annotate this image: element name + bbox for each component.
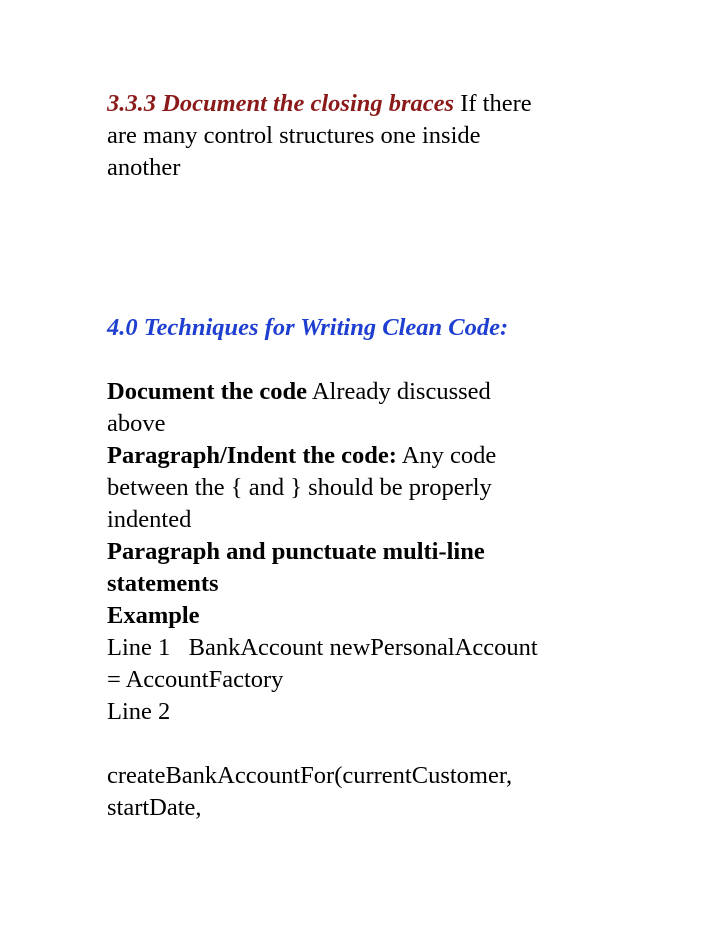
paragraph-indent-label: Paragraph/Indent the code: xyxy=(107,442,397,469)
section-3-3-3-text-line-2: are many control structures one inside xyxy=(107,122,481,149)
paragraph-indent-line-2: between the { and } should be properly xyxy=(107,474,492,501)
example-label: Example xyxy=(107,602,200,629)
paragraph-punctuate-line-1: Paragraph and punctuate multi-line xyxy=(107,538,485,565)
document-the-code-text: Already discussed xyxy=(307,378,491,405)
spacer xyxy=(107,184,707,312)
document-the-code-line-1 xyxy=(107,376,707,408)
document-page xyxy=(107,88,707,824)
section-3-3-3 xyxy=(107,88,707,184)
spacer xyxy=(107,728,707,760)
document-the-code-paragraph xyxy=(107,376,707,440)
example-line-1-cont: = AccountFactory xyxy=(107,666,284,693)
paragraph-punctuate-line-2: statements xyxy=(107,570,219,597)
paragraph-indent-line-3: indented xyxy=(107,506,192,533)
spacer xyxy=(107,344,707,376)
example-line-2-code-cont: startDate, xyxy=(107,794,202,821)
section-3-3-3-text-start: If there xyxy=(454,90,532,117)
paragraph-indent-line-1 xyxy=(107,440,707,472)
document-the-code-line-2: above xyxy=(107,410,166,437)
example-line-1: Line 1 BankAccount newPersonalAccount xyxy=(107,634,538,661)
paragraph-indent-paragraph xyxy=(107,440,707,536)
section-4-0 xyxy=(107,312,707,344)
section-4-0-heading: 4.0 Techniques for Writing Clean Code: xyxy=(107,314,509,341)
example-line-2-code: createBankAccountFor(currentCustomer, xyxy=(107,762,513,789)
document-the-code-label: Document the code xyxy=(107,378,308,405)
example-block xyxy=(107,600,707,824)
section-3-3-3-heading: 3.3.3 Document the closing braces xyxy=(107,90,455,117)
example-line-2: Line 2 xyxy=(107,698,171,725)
section-3-3-3-text-line-3: another xyxy=(107,154,181,181)
paragraph-punctuate-heading xyxy=(107,536,707,600)
paragraph-indent-text: Any code xyxy=(396,442,497,469)
section-3-3-3-first-line xyxy=(107,88,707,120)
